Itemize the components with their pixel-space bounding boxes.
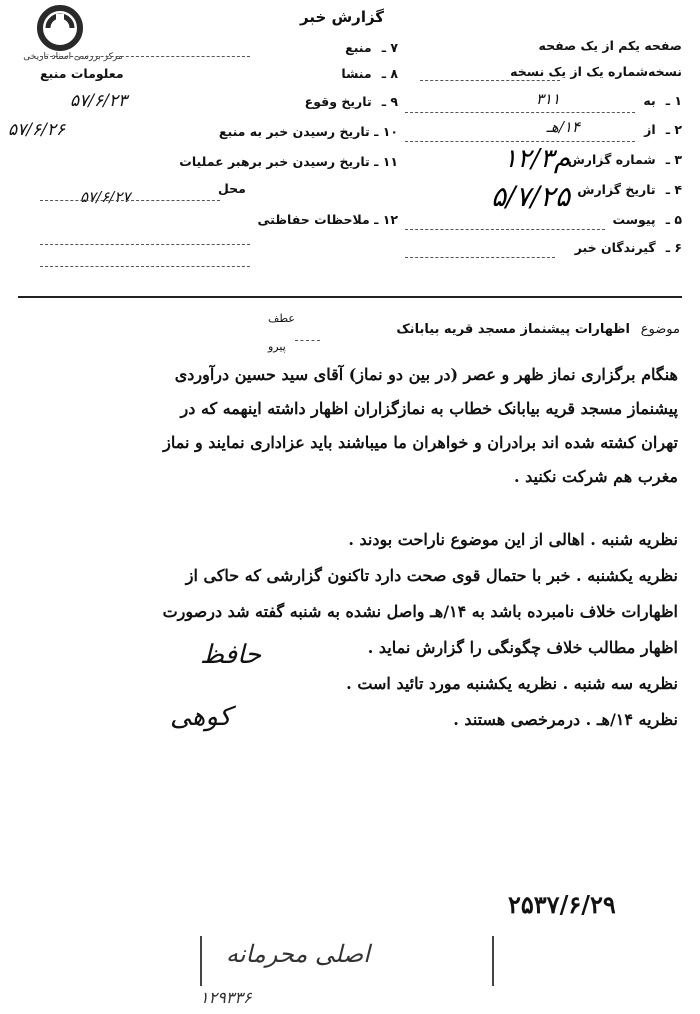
body-line: پیشنماز مسجد قریه بیابانک خطاب به نمازگزاران اظهار داشته اینهمه که در xyxy=(180,399,678,418)
body-line: هنگام برگزاری نماز ظهر و عصر (در بین دو نماز) آقای سید حسین درآوردی xyxy=(174,365,678,384)
field-attachment: ۵ ـ پیوست xyxy=(612,212,682,227)
event-date-value: ۵۷/۶/۲۳ xyxy=(70,91,128,111)
origin-value: معلومات منبع xyxy=(40,66,124,81)
commentary-block xyxy=(18,522,678,738)
subject-label: موضوع xyxy=(640,322,680,337)
signature-2: کوهی xyxy=(170,702,232,732)
commentary-line: نظریه شنبه . اهالی از این موضوع ناراحت بودند . xyxy=(348,530,678,549)
commentary-line: نظریه یکشنبه . خبر با حتمال قوی صحت دارد تاکنون گزارشی که حاکی از xyxy=(185,566,678,585)
body-line: مغرب هم شرکت نکنید . xyxy=(513,467,678,486)
body-line: تهران کشته شده اند برادران و خواهران ما میباشند باید عزاداری نمایند و نماز xyxy=(163,433,678,452)
commentary-line: اظهارات خلاف نامبرده باشد به ۱۴/هـ واصل نشده به شنبه گفته شد درصورت xyxy=(162,602,678,621)
field-source: ۷ ـ منبع xyxy=(345,40,398,55)
commentary-line: اظهار مطالب خلاف چگونگی را گزارش نماید . xyxy=(367,638,678,657)
archive-logo xyxy=(8,4,138,74)
field-event-date: ۹ ـ تاریخ وقوع xyxy=(304,94,398,109)
subject-text: اظهارات پیشنماز مسجد قریه بیابانک xyxy=(396,322,630,337)
field-to-value: ۳۱۱ xyxy=(535,90,560,108)
field-received-by-source: ۱۰ ـ تاریخ رسیدن خبر به منبع xyxy=(218,124,398,139)
subject-ref-top: عطف xyxy=(268,312,295,325)
commentary-line: نظریه سه شنبه . نظریه یکشنبه مورد تائید است . xyxy=(346,674,678,693)
field-from: ۲ ـ از xyxy=(644,122,682,137)
header-divider xyxy=(18,296,682,298)
report-date-value: ۵/۷/۲۵ xyxy=(490,180,570,213)
logo-text: مرکز بررسی اسناد تاریخی xyxy=(23,52,123,62)
field-report-date: ۴ ـ تاریخ گزارش xyxy=(577,182,682,197)
field-received-by-ops: ۱۱ ـ تاریخ رسیدن خبر برهبر عملیات xyxy=(179,154,398,169)
archive-stamp: اصلی محرمانه xyxy=(226,940,370,968)
place-value: ۵۷/۶/۲۷ xyxy=(80,188,131,206)
commentary-line: نظریه ۱۴/هـ . درمرخصی هستند . xyxy=(453,710,678,729)
page-of-page: صفحه یکم از یک صفحه xyxy=(538,38,682,53)
signature-1: حافظ xyxy=(200,640,262,670)
archive-logo-icon xyxy=(8,4,138,54)
field-place: محل xyxy=(218,181,246,196)
field-to: ۱ ـ به xyxy=(643,93,682,108)
archive-number: ۱۲۹۳۳۶ xyxy=(200,988,252,1007)
copy-number: نسخه‌شماره یک از یک نسخه xyxy=(510,64,682,79)
field-security-notes: ۱۲ ـ ملاحظات حفاظتی xyxy=(257,212,398,227)
field-recipients: ۶ ـ گیرندگان خبر xyxy=(574,240,682,255)
field-report-number: ۳ ـ شماره گزارش xyxy=(567,152,682,167)
report-body xyxy=(18,358,678,494)
received-by-source-value: ۵۷/۶/۲۶ xyxy=(8,120,66,140)
field-from-value: ۱۴/هـ xyxy=(546,118,580,136)
bottom-date: ۲۵۳۷/۶/۲۹ xyxy=(508,890,616,919)
report-number-value: ۱۲/م۳ xyxy=(503,144,570,174)
field-origin: ۸ ـ منشا xyxy=(341,66,398,81)
subject-ref-bottom: پیرو xyxy=(268,340,286,353)
page-title: گزارش خبر xyxy=(300,8,385,26)
